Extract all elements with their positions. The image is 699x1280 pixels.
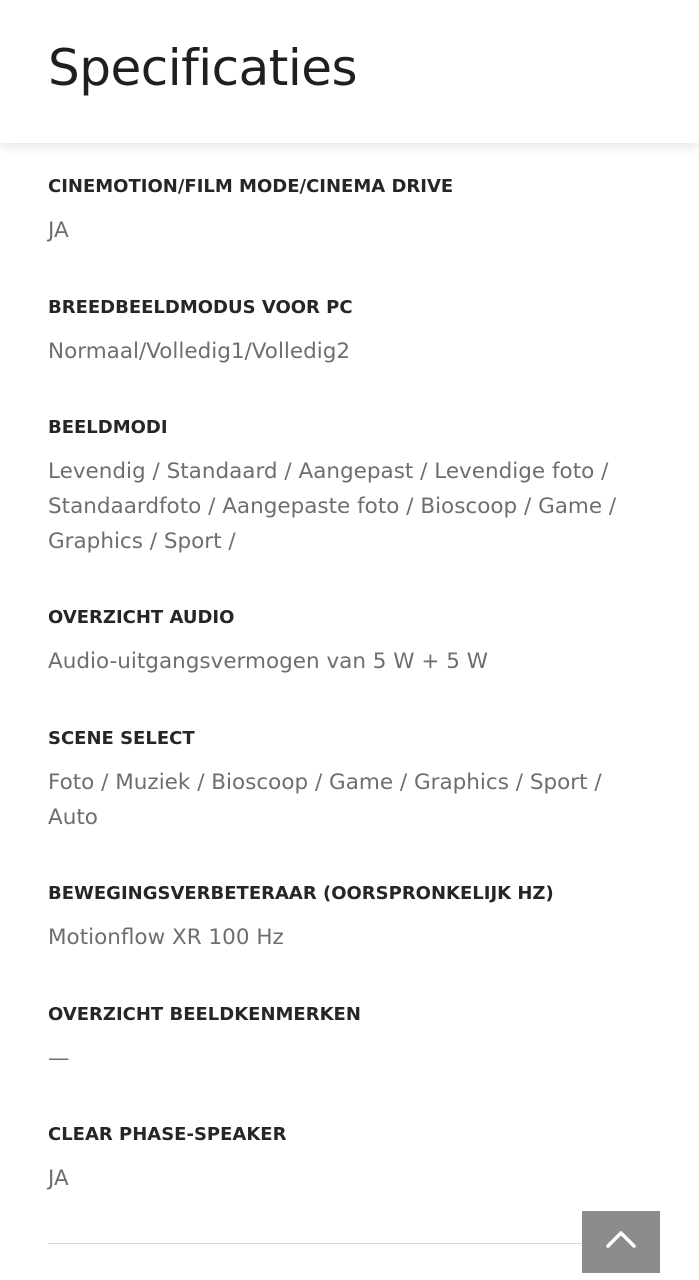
spec-value: Motionflow XR 100 Hz: [48, 925, 284, 950]
spec-value: Foto / Muziek / Bioscoop / Game / Graphics / Sport / Auto: [48, 770, 602, 830]
spec-value: JA: [48, 218, 69, 243]
spec-value: Normaal/Volledig1/Volledig2: [48, 339, 351, 364]
spec-value: Levendig / Standaard / Aangepast / Levendige foto / Standaardfoto / Aangepaste foto / Bioscoop / Game / Graphics / Sport /: [48, 459, 617, 554]
spec-label: SCENE SELECT: [48, 728, 195, 749]
spec-label: BEELDMODI: [48, 417, 168, 438]
spec-label: OVERZICHT AUDIO: [48, 607, 235, 628]
spec-label: CINEMOTION/FILM MODE/CINEMA DRIVE: [48, 176, 454, 197]
spec-value: JA: [48, 1166, 69, 1191]
section-divider: [48, 1243, 608, 1244]
spec-label: OVERZICHT BEELDKENMERKEN: [48, 1004, 361, 1025]
spec-value: Audio-uitgangsvermogen van 5 W + 5 W: [48, 649, 489, 674]
spec-label: CLEAR PHASE-SPEAKER: [48, 1124, 287, 1145]
spec-value: —: [48, 1046, 70, 1071]
page-title: Specificaties: [48, 39, 358, 97]
back-to-top-button[interactable]: [582, 1211, 660, 1273]
page-header: [0, 0, 699, 143]
spec-label: BEWEGINGSVERBETERAAR (OORSPRONKELIJK HZ): [48, 883, 554, 904]
chevron-up-icon: [605, 1228, 637, 1250]
spec-label: BREEDBEELDMODUS VOOR PC: [48, 297, 353, 318]
